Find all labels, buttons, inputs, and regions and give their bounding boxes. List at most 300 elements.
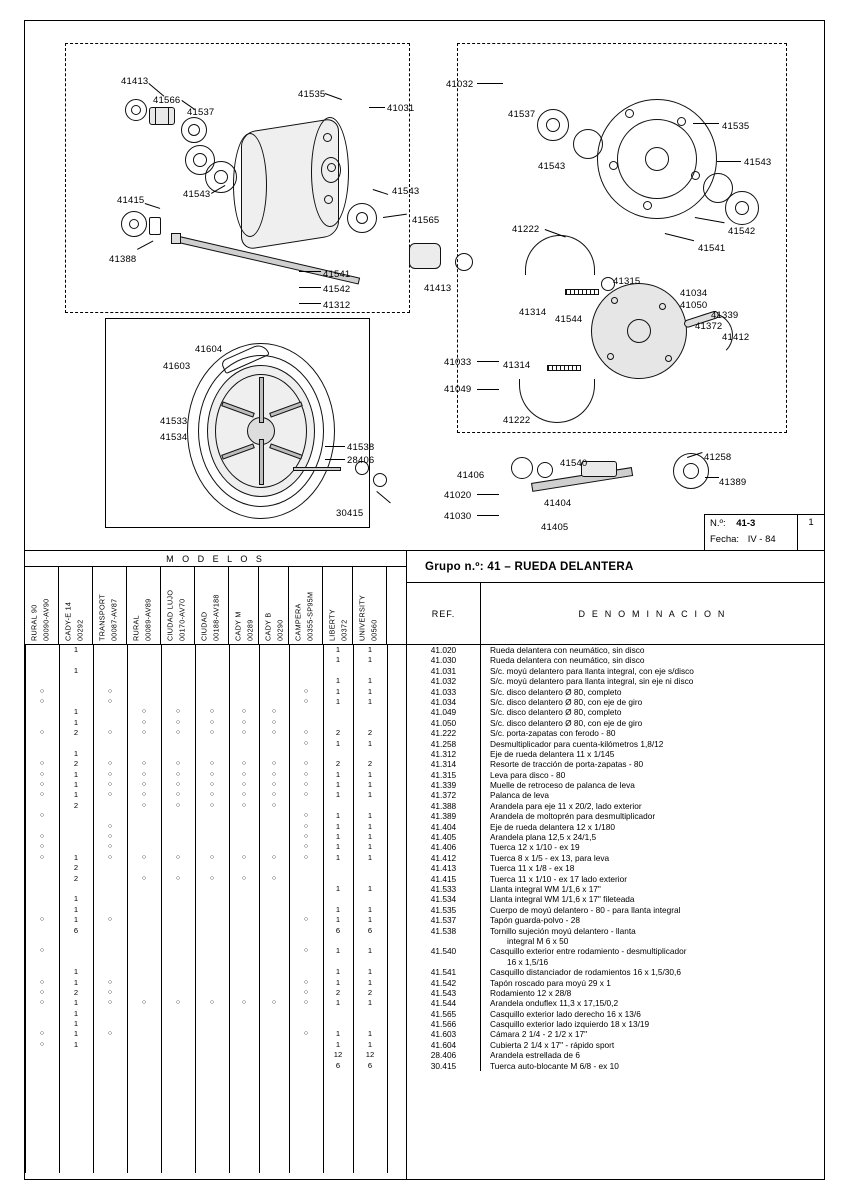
- model-code: 00289: [245, 619, 255, 641]
- callout-label: 41412: [722, 332, 750, 343]
- callout-label: 41020: [444, 490, 472, 501]
- model-column-header: [353, 567, 387, 644]
- callout-label: 41540: [560, 458, 588, 469]
- model-mark: ○: [209, 760, 215, 768]
- nut-30415: [373, 473, 387, 487]
- callout-label: 30415: [336, 508, 364, 519]
- model-mark: ○: [141, 791, 147, 799]
- model-mark: 1: [73, 1019, 79, 1029]
- table-row: [407, 978, 824, 988]
- brake-plate-hole-2: [659, 303, 666, 310]
- table-row: [407, 863, 824, 873]
- model-mark: 2: [73, 759, 79, 769]
- model-mark: ○: [39, 781, 45, 789]
- callout-label: 41543: [744, 157, 772, 168]
- model-mark: ○: [107, 988, 113, 996]
- model-mark: 1: [367, 821, 373, 831]
- part-denomination: 16 x 1,5/16: [507, 956, 549, 967]
- model-mark: 1: [73, 852, 79, 862]
- model-mark: 2: [73, 863, 79, 873]
- model-mark: ○: [107, 999, 113, 1007]
- model-mark: 1: [335, 998, 341, 1008]
- callout-label: 41541: [323, 269, 351, 280]
- callout-label: 41543: [183, 189, 211, 200]
- right-hub-bore: [645, 147, 669, 171]
- washer-41405: [537, 462, 553, 478]
- model-mark: ○: [141, 801, 147, 809]
- model-mark: ○: [209, 801, 215, 809]
- model-mark: ○: [107, 770, 113, 778]
- right-hub-bolt-4: [643, 201, 652, 210]
- model-mark: ○: [39, 853, 45, 861]
- model-mark: 1: [367, 769, 373, 779]
- table-row: [407, 905, 824, 915]
- model-mark: 1: [367, 967, 373, 977]
- leader-line-21: [477, 494, 499, 495]
- part-denomination: Arandela de moltoprén para desmultiplicador: [490, 811, 656, 822]
- model-name: CADY B: [263, 612, 273, 641]
- part-denomination: Arandela onduflex 11,3 x 17,15/0,2: [490, 998, 619, 1009]
- model-mark: ○: [175, 718, 181, 726]
- model-column-rule: [323, 645, 324, 1173]
- part-denomination: S/c. disco delantero Ø 80, completo: [490, 707, 622, 718]
- callout-label: 41030: [444, 511, 472, 522]
- right-cap-41537-inner: [546, 118, 560, 132]
- part-denomination: Casquillo distanciador de rodamientos 16 x 1,5/30,6: [490, 967, 681, 978]
- leader-line-15: [717, 161, 741, 162]
- model-mark: 2: [367, 728, 373, 738]
- table-column-headers: [407, 583, 824, 645]
- model-mark: ○: [209, 791, 215, 799]
- leader-line-22: [477, 515, 499, 516]
- model-mark: 1: [73, 998, 79, 1008]
- part-ref: 41.030: [407, 655, 481, 665]
- model-mark: 1: [73, 645, 79, 654]
- model-mark: ○: [303, 833, 309, 841]
- model-mark: ○: [241, 853, 247, 861]
- callout-label: 41312: [323, 300, 351, 311]
- model-mark: ○: [175, 999, 181, 1007]
- model-name: LIBERTY: [327, 609, 337, 641]
- model-mark: ○: [209, 874, 215, 882]
- part-denomination: Palanca de leva: [490, 790, 550, 801]
- model-code: 00290: [275, 619, 285, 641]
- spring-41314-top: [565, 289, 599, 295]
- model-mark: 1: [73, 790, 79, 800]
- table-row: [407, 780, 824, 790]
- table-row: [407, 801, 824, 811]
- model-name: UNIVERSITY: [357, 594, 367, 641]
- hub-bolt-hole-1: [323, 133, 332, 142]
- part-washer-41415-inner: [129, 219, 139, 229]
- model-mark: ○: [271, 791, 277, 799]
- model-mark: 1: [367, 811, 373, 821]
- model-mark: 1: [73, 1039, 79, 1049]
- model-mark: 1: [73, 665, 79, 675]
- part-denomination: Tuerca 11 x 1/10 - ex 17 lado exterior: [490, 873, 627, 884]
- table-row: [407, 1029, 824, 1039]
- model-mark: ○: [241, 770, 247, 778]
- callout-label: 41222: [512, 224, 540, 235]
- callout-label: 41538: [347, 442, 375, 453]
- model-mark: 1: [367, 852, 373, 862]
- parts-table: [25, 551, 824, 1179]
- model-mark: ○: [241, 760, 247, 768]
- model-mark: ○: [271, 801, 277, 809]
- model-mark: 12: [333, 1050, 343, 1060]
- callout-label: 41544: [555, 314, 583, 325]
- parts-rows: [407, 645, 824, 1071]
- model-mark: ○: [241, 874, 247, 882]
- part-denomination: Casquillo exterior lado izquierdo 18 x 13/19: [490, 1019, 650, 1030]
- model-mark: ○: [303, 843, 309, 851]
- model-mark: 2: [335, 987, 341, 997]
- model-mark: ○: [107, 1030, 113, 1038]
- model-mark: ○: [141, 718, 147, 726]
- model-mark: ○: [209, 853, 215, 861]
- table-row: [407, 832, 824, 842]
- part-denomination: Cámara 2 1/4 - 2 1/2 x 17": [490, 1029, 588, 1040]
- callout-label: 41315: [613, 276, 641, 287]
- model-mark: 6: [367, 925, 373, 935]
- part-ref: 28.406: [407, 1050, 481, 1060]
- callout-label: 41314: [503, 360, 531, 371]
- leader-line-23: [325, 446, 345, 447]
- model-mark: 1: [335, 883, 341, 893]
- part-ref: 41.537: [407, 915, 481, 925]
- model-column-header: [25, 567, 59, 644]
- sheet-date-row: [710, 534, 776, 545]
- model-mark: 1: [367, 696, 373, 706]
- part-ref: 41.538: [407, 926, 481, 936]
- model-mark: 1: [335, 686, 341, 696]
- part-denomination: Tornillo sujeción moyú delantero - llanta: [490, 925, 636, 936]
- part-denomination: Eje de rueda delantera 11 x 1/145: [490, 748, 615, 759]
- model-mark: ○: [141, 729, 147, 737]
- callout-label: 41566: [153, 95, 181, 106]
- part-denomination: Tuerca 8 x 1/5 - ex 13, para leva: [490, 852, 610, 863]
- part-denomination: Leva para disco - 80: [490, 769, 566, 780]
- model-mark: ○: [39, 999, 45, 1007]
- callout-label: 41542: [323, 284, 351, 295]
- part-ref: 41.603: [407, 1029, 481, 1039]
- model-mark: ○: [107, 697, 113, 705]
- model-mark: ○: [303, 853, 309, 861]
- model-mark: ○: [107, 978, 113, 986]
- model-mark: 1: [73, 717, 79, 727]
- model-mark: 2: [73, 873, 79, 883]
- model-column-rule: [387, 645, 388, 1173]
- model-column-header: [323, 567, 353, 644]
- model-mark: ○: [209, 781, 215, 789]
- model-mark: ○: [303, 999, 309, 1007]
- part-ref: 41.540: [407, 946, 481, 956]
- model-name: CIUDAD LUJO: [165, 589, 175, 641]
- part-clip-41388: [149, 217, 161, 235]
- part-bush-41542: [409, 243, 441, 269]
- speedo-drive-41258-inner: [683, 463, 699, 479]
- model-mark: 1: [335, 852, 341, 862]
- leader-line-20: [477, 389, 499, 390]
- model-mark: ○: [241, 999, 247, 1007]
- model-name: CAMPERA: [293, 603, 303, 641]
- part-denomination: S/c. disco delantero Ø 80, con eje de giro: [490, 696, 643, 707]
- model-code: 00292: [75, 619, 85, 641]
- sheet-date-value: IV - 84: [747, 534, 776, 545]
- part-denomination: Llanta integral WM 1/1,6 x 17": [490, 883, 601, 894]
- part-ref: [407, 936, 481, 946]
- table-row: [407, 874, 824, 884]
- model-mark: 2: [73, 800, 79, 810]
- part-denomination: Tuerca 11 x 1/8 - ex 18: [490, 863, 575, 874]
- table-row: [407, 728, 824, 738]
- hub-center-bore: [321, 157, 341, 183]
- callout-label: 41339: [711, 310, 739, 321]
- model-mark: ○: [39, 833, 45, 841]
- model-mark: ○: [141, 999, 147, 1007]
- sheet-number-value: 41-3: [736, 518, 756, 529]
- table-row: [407, 697, 824, 707]
- model-mark: ○: [175, 708, 181, 716]
- model-mark: 1: [335, 811, 341, 821]
- table-row: [407, 645, 824, 655]
- model-mark: 1: [367, 738, 373, 748]
- model-mark: ○: [39, 1030, 45, 1038]
- part-ref: 41.372: [407, 790, 481, 800]
- denomination-section: [407, 551, 824, 1179]
- leader-line-24: [325, 459, 345, 460]
- model-mark: ○: [39, 729, 45, 737]
- part-denomination: Tuerca auto-blocante M 6/8 - ex 10: [490, 1060, 619, 1071]
- model-mark: 1: [367, 946, 373, 956]
- part-denomination: Resorte de tracción de porta-zapatas - 80: [490, 759, 644, 770]
- model-mark: ○: [141, 770, 147, 778]
- model-mark: ○: [209, 999, 215, 1007]
- denomination-column-header: D E N O M I N A C I O N: [578, 608, 727, 619]
- model-mark: 1: [73, 977, 79, 987]
- right-hub-bolt-5: [609, 161, 618, 170]
- part-denomination: Arandela estrellada de 6: [490, 1050, 580, 1061]
- model-code: 00355-SP95M: [305, 591, 315, 641]
- part-denomination: Cuerpo de moyú delantero - 80 - para llanta integral: [490, 904, 681, 915]
- model-mark: ○: [39, 843, 45, 851]
- model-mark: 1: [335, 738, 341, 748]
- model-mark: 1: [367, 790, 373, 800]
- model-code: 00089-AV89: [143, 598, 153, 641]
- hub-bolt-hole-3: [324, 195, 333, 204]
- model-mark: ○: [271, 729, 277, 737]
- ref-column-header: REF.: [407, 583, 481, 644]
- model-marks-body: [25, 645, 406, 1173]
- model-column-header: [259, 567, 289, 644]
- callout-label: 41388: [109, 254, 137, 265]
- model-mark: 2: [73, 728, 79, 738]
- part-ref: 41.415: [407, 874, 481, 884]
- axle-41312-head: [171, 233, 181, 244]
- table-row: [407, 770, 824, 780]
- model-mark: ○: [141, 874, 147, 882]
- part-denomination: Tapón guarda-polvo - 28: [490, 915, 580, 926]
- model-mark: ○: [39, 1040, 45, 1048]
- model-mark: 1: [335, 1029, 341, 1039]
- model-mark: 1: [367, 904, 373, 914]
- part-denomination: Llanta integral WM 1/1,6 x 17" fileteada: [490, 894, 635, 905]
- part-denomination: Casquillo exterior entre rodamiento - desmultiplicador: [490, 946, 687, 957]
- part-nut-41413-b: [455, 253, 473, 271]
- table-row: [407, 687, 824, 697]
- model-name: CADY M: [233, 611, 243, 641]
- model-mark: 1: [73, 894, 79, 904]
- part-ref: 30.415: [407, 1061, 481, 1071]
- model-mark: ○: [209, 708, 215, 716]
- part-ref: 41.544: [407, 998, 481, 1008]
- model-code: 00372: [339, 619, 349, 641]
- part-denomination: integral M 6 x 50: [507, 935, 569, 946]
- callout-label: 41031: [387, 103, 415, 114]
- callout-label: 41543: [538, 161, 566, 172]
- model-column-header: [127, 567, 161, 644]
- model-mark: ○: [107, 687, 113, 695]
- part-denomination: Arandela plana 12,5 x 24/1,5: [490, 832, 597, 843]
- part-ref: 41.222: [407, 728, 481, 738]
- model-mark: 1: [367, 832, 373, 842]
- table-row: [407, 759, 824, 769]
- model-code: 00188-AV188: [211, 594, 221, 641]
- model-mark: ○: [241, 729, 247, 737]
- modelos-title: M O D E L O S: [25, 551, 406, 567]
- model-column-header: [229, 567, 259, 644]
- part-denomination: S/c. disco delantero Ø 80, con eje de giro: [490, 717, 643, 728]
- model-mark: ○: [175, 729, 181, 737]
- table-row: [407, 946, 824, 956]
- part-denomination: Cubierta 2 1/4 x 17" - rápido sport: [490, 1039, 615, 1050]
- part-denomination: Rueda delantera con neumático, sin disco: [490, 655, 645, 666]
- model-mark: ○: [175, 791, 181, 799]
- part-ref: 41.604: [407, 1040, 481, 1050]
- model-mark: 6: [73, 925, 79, 935]
- callout-label: 28406: [347, 455, 375, 466]
- callout-label: 41222: [503, 415, 531, 426]
- model-name: TRANSPORT: [97, 594, 107, 641]
- model-mark: ○: [175, 874, 181, 882]
- callout-label: 41415: [117, 195, 145, 206]
- model-mark: 12: [365, 1050, 375, 1060]
- part-ref: 41.541: [407, 967, 481, 977]
- wheel-spoke-1: [259, 377, 264, 423]
- callout-label: 41372: [695, 321, 723, 332]
- part-ref: 41.258: [407, 739, 481, 749]
- model-header-row: [25, 567, 406, 645]
- part-ref: 41.032: [407, 676, 481, 686]
- model-mark: ○: [303, 822, 309, 830]
- model-mark: 1: [335, 946, 341, 956]
- nut-41406: [511, 457, 533, 479]
- model-mark: 2: [73, 987, 79, 997]
- model-column-rule: [195, 645, 196, 1173]
- callout-label: 41413: [424, 283, 452, 294]
- illustration-panel: [25, 21, 824, 551]
- table-row: [407, 884, 824, 894]
- part-cap-41537-inner: [188, 124, 200, 136]
- model-mark: ○: [175, 760, 181, 768]
- part-denomination: Arandela para eje 11 x 20/2, lado exterior: [490, 800, 642, 811]
- part-ref: 41.388: [407, 801, 481, 811]
- model-mark: ○: [39, 988, 45, 996]
- wheel-spoke-2: [259, 439, 264, 485]
- bolt-41538: [293, 467, 341, 471]
- model-code: 00087-AV87: [109, 598, 119, 641]
- callout-label: 41604: [195, 344, 223, 355]
- model-mark: 1: [367, 998, 373, 1008]
- model-mark: ○: [107, 791, 113, 799]
- part-ref: 41.389: [407, 811, 481, 821]
- model-name: CADY-E 14: [63, 601, 73, 641]
- model-mark: ○: [209, 770, 215, 778]
- model-mark: 1: [335, 832, 341, 842]
- part-denomination: Muelle de retroceso de palanca de leva: [490, 780, 635, 791]
- model-mark: ○: [271, 999, 277, 1007]
- model-mark: ○: [303, 978, 309, 986]
- table-row: [407, 957, 824, 967]
- model-mark: 1: [335, 977, 341, 987]
- model-mark: 1: [73, 707, 79, 717]
- part-denomination: S/c. moyú delantero para llanta integral, con eje s/disco: [490, 665, 694, 676]
- part-ref: [407, 957, 481, 967]
- table-row: [407, 842, 824, 852]
- table-row: [407, 718, 824, 728]
- model-mark: ○: [107, 760, 113, 768]
- part-ref: 41.413: [407, 863, 481, 873]
- table-row: [407, 707, 824, 717]
- model-column-rule: [229, 645, 230, 1173]
- model-mark: 1: [335, 842, 341, 852]
- model-mark: ○: [241, 791, 247, 799]
- part-ref: 41.565: [407, 1009, 481, 1019]
- model-mark: 1: [367, 842, 373, 852]
- table-row: [407, 967, 824, 977]
- table-row: [407, 811, 824, 821]
- table-row: [407, 988, 824, 998]
- model-mark: 1: [367, 1039, 373, 1049]
- model-mark: 1: [73, 967, 79, 977]
- model-mark: ○: [303, 697, 309, 705]
- leader-line-25: [376, 491, 390, 503]
- callout-label: 41537: [187, 107, 215, 118]
- model-mark: ○: [271, 708, 277, 716]
- callout-label: 41314: [519, 307, 547, 318]
- table-row: [407, 853, 824, 863]
- model-mark: 2: [335, 759, 341, 769]
- model-mark: ○: [39, 760, 45, 768]
- model-column-header: [93, 567, 127, 644]
- model-mark: ○: [271, 770, 277, 778]
- callout-label: 41050: [680, 300, 708, 311]
- table-row: [407, 926, 824, 936]
- part-denomination: S/c. moyú delantero para llanta integral, sin eje ni disco: [490, 676, 694, 687]
- model-mark: ○: [39, 812, 45, 820]
- table-row: [407, 666, 824, 676]
- hub-flange-left: [233, 133, 267, 237]
- model-mark: ○: [241, 781, 247, 789]
- model-mark: 2: [367, 987, 373, 997]
- right-plug-41542-inner: [735, 201, 749, 215]
- model-name: RURAL: [131, 615, 141, 641]
- model-mark: ○: [209, 729, 215, 737]
- model-mark: 2: [367, 759, 373, 769]
- part-bearing-41543-a-inner: [193, 153, 207, 167]
- model-mark: 1: [73, 1029, 79, 1039]
- part-denomination: S/c. porta-zapatas con ferodo - 80: [490, 728, 616, 739]
